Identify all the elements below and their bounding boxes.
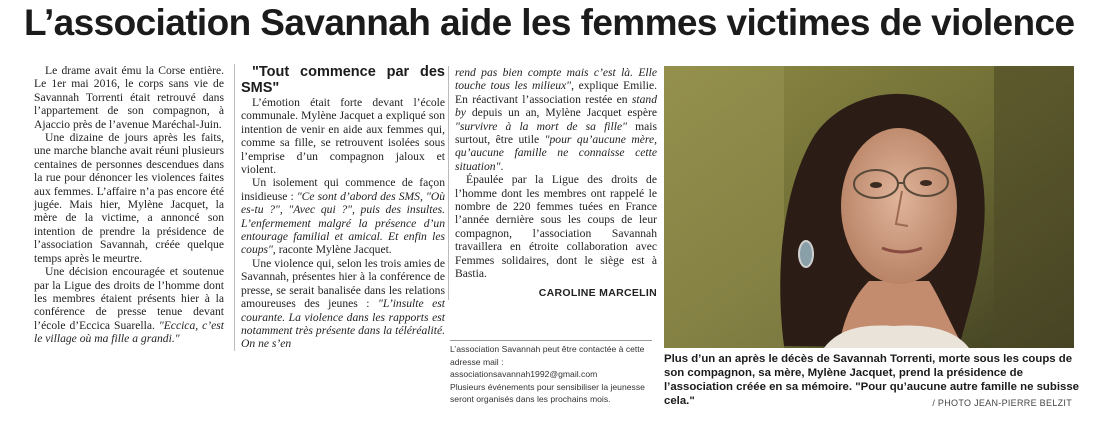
paragraph: Le drame avait ému la Corse entière. Le 1er mai 2016, le corps sans vie de Savannah Torrenti était retrouvé dans l’appartement de son compagnon, à Ajaccio près de l’avenue Maréchal-Juin.: [34, 64, 224, 131]
contact-box: [450, 340, 652, 406]
article-photo: [664, 66, 1074, 348]
paragraph: Une décision encouragée et soutenue par la Ligue des droits de l’homme dont les membres étaient présents hier à la conférence de presse tenue devant l’école d’Eccica Suarella. "Eccica, c’est le village où ma fille a grandi.": [34, 265, 224, 346]
photo-credit: / PHOTO JEAN-PIERRE BELZIT: [932, 398, 1072, 408]
article-column-1: [34, 64, 224, 346]
paragraph: rend pas bien compte mais c’est là. Elle touche tous les milieux", explique Emilie. En réactivant l’association restée en stand by depuis un an, Mylène Jacquet espère "survivre à la mort de sa fille" mais surtout, être utile "pour qu’aucune mère, qu’aucune famille ne connaisse cette situation".: [455, 66, 658, 173]
paragraph: Une violence qui, selon les trois amies de Savannah, présentes hier à la conférence de presse, se serait banalisée dans les relations amoureuses des jeunes : "L’insulte est courante. La violence dans les rapports est notamment très présente dans la téléréalité. On ne s’en: [241, 256, 445, 351]
quote: "pour qu’aucune mère, qu’aucune famille ne connaisse cette situation": [455, 133, 657, 173]
contact-events: Plusieurs événements pour sensibiliser la jeunesse seront organisés dans les prochains mois.: [450, 381, 645, 405]
quote: "Ce sont d’abord des SMS, "Où es-tu ?", "Avec qui ?", puis des insultes. L’enfermement malgré la présence d’un entourage familial et amical. Et enfin les coups": [241, 189, 445, 257]
photo-caption: Plus d’un an après le décès de Savannah Torrenti, morte sous les coups de son compagnon, sa mère, Mylène Jacquet, prend la présidence de l’association créée en sa mémoire. "Pour qu’aucune autre famille ne subisse cela.": [664, 353, 1079, 407]
byline: CAROLINE MARCELIN: [538, 286, 657, 299]
paragraph: L’émotion était forte devant l’école communale. Mylène Jacquet a expliqué son intention de venir en aide aux femmes qui, comme sa fille, se retrouvent isolées sous l’emprise d’un compagnon jaloux et violent.: [241, 96, 445, 177]
quote: rend pas bien compte mais c’est là. Elle touche tous les milieux": [455, 66, 657, 93]
quote: "L’insulte est courante. La violence dans les rapports est notamment très présente dans la téléréalité. On ne s’en: [241, 297, 445, 351]
quote: "Eccica, c’est le village où ma fille a grandi.": [34, 318, 224, 346]
article-column-2: [234, 64, 445, 351]
subheading: "Tout commence par des SMS": [241, 64, 445, 96]
article-column-3: [448, 66, 657, 300]
headline: L’association Savannah aide les femmes victimes de violence: [24, 2, 1075, 43]
contact-email: associationsavannah1992@gmail.com: [450, 369, 598, 380]
quote: "survivre à la mort de sa fille": [455, 119, 627, 133]
paragraph: Épaulée par la Ligue des droits de l’homme dont les membres ont rappelé le nombre de 220 femmes tuées en France l’année dernière sous les coups de leur compagnon, l’association Savannah travaillera en étroite collaboration avec Femmes solidaires, dont le siège est à Bastia.: [455, 173, 657, 281]
paragraph: Un isolement qui commence de façon insidieuse : "Ce sont d’abord des SMS, "Où es-tu ?", "Avec qui ?", puis des insultes. L’enfermement malgré la présence d’un entourage familial et amical. Et enfin les coups", raconte Mylène Jacquet.: [241, 176, 445, 257]
paragraph: Une dizaine de jours après les faits, une marche blanche avait réuni plusieurs centaines de personnes descendues dans la rue pour dénoncer les violences faites aux femmes. L’affaire n’a pas encore été jugée. Mais hier, Mylène Jacquet, la mère de la victime, a annoncé son intention de prendre la présidence de l’association Savannah, créée quelque temps après le meurtre.: [34, 131, 224, 265]
contact-text: L’association Savannah peut être contactée à cette adresse mail :: [450, 344, 645, 367]
